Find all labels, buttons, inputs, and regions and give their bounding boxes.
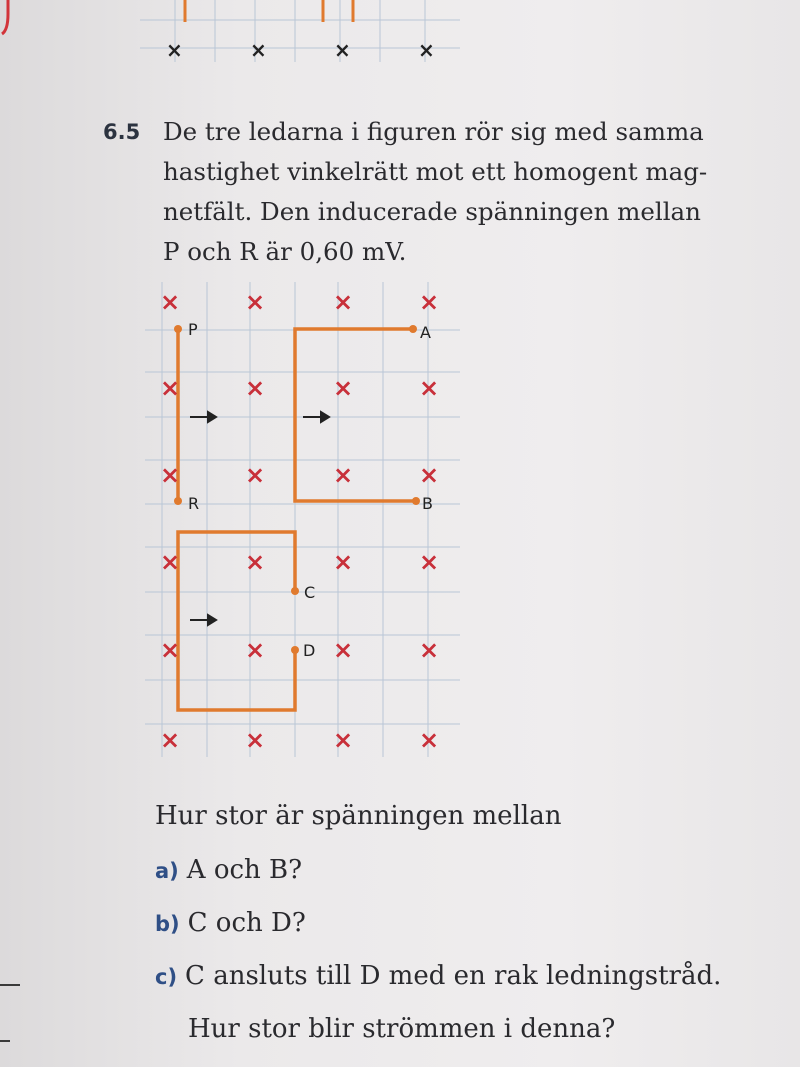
- question-part-b: [155, 905, 306, 942]
- label-r: R: [188, 494, 200, 513]
- field-x-mark: ×: [244, 288, 266, 316]
- field-x-mark: ×: [332, 288, 354, 316]
- question-part-a: [155, 852, 302, 889]
- field-x-mark: ×: [332, 726, 354, 754]
- point-p: [174, 325, 182, 333]
- question-prompt: Hur stor är spänningen mellan: [155, 801, 562, 831]
- field-x-mark: ×: [244, 374, 266, 402]
- field-x-mark: ×: [244, 548, 266, 576]
- margin-pen-mark: [2, 0, 8, 34]
- part-label: b): [155, 912, 180, 936]
- point-c: [291, 587, 299, 595]
- problem-line: hastighet vinkelrätt mot ett homogent mag-: [163, 157, 708, 186]
- field-x-mark: ×: [159, 288, 181, 316]
- velocity-arrowhead: [321, 412, 329, 422]
- problem-line: P och R är 0,60 mV.: [163, 237, 407, 266]
- grid: [145, 282, 460, 757]
- point-r: [174, 497, 182, 505]
- previous-figure-fragment: [0, 0, 800, 70]
- field-x-mark: ×: [159, 461, 181, 489]
- field-x-mark: ×: [418, 726, 440, 754]
- label-c: C: [304, 583, 316, 602]
- conductor-ab: [295, 329, 416, 501]
- field-x-mark: ×: [418, 288, 440, 316]
- label-b: B: [422, 494, 433, 513]
- question-part-c: [155, 958, 721, 1047]
- field-x-mark: ×: [244, 726, 266, 754]
- field-x-mark: ×: [159, 636, 181, 664]
- field-x-mark: ×: [159, 374, 181, 402]
- margin-tick: [0, 1040, 10, 1042]
- label-d: D: [303, 641, 316, 660]
- field-x-mark: ×: [159, 548, 181, 576]
- field-x-mark: ×: [244, 461, 266, 489]
- point-b: [412, 497, 420, 505]
- field-x-mark: ×: [166, 38, 183, 62]
- problem-6-5: [103, 112, 723, 272]
- point-a: [409, 325, 417, 333]
- field-x-mark: ×: [332, 461, 354, 489]
- part-continuation: Hur stor blir strömmen i denna?: [188, 1014, 616, 1044]
- field-x-mark: ×: [244, 636, 266, 664]
- field-x-mark: ×: [418, 636, 440, 664]
- margin-tick: [0, 984, 20, 986]
- part-text: C och D?: [187, 908, 306, 938]
- field-x-mark: ×: [332, 374, 354, 402]
- part-label: a): [155, 859, 179, 883]
- conductor-figure: [140, 282, 480, 772]
- field-x-mark: ×: [159, 726, 181, 754]
- part-text: A och B?: [186, 855, 303, 885]
- point-d: [291, 646, 299, 654]
- label-a: A: [420, 323, 431, 342]
- part-label: c): [155, 965, 178, 989]
- label-p: P: [188, 320, 198, 339]
- field-x-mark: ×: [418, 38, 435, 62]
- velocity-arrowhead: [208, 412, 216, 422]
- field-x-mark: ×: [418, 374, 440, 402]
- field-x-mark: ×: [332, 548, 354, 576]
- part-text: C ansluts till D med en rak ledningstråd.: [185, 961, 722, 991]
- field-x-mark: ×: [332, 636, 354, 664]
- problem-number: 6.5: [103, 120, 141, 144]
- field-x-mark: ×: [418, 548, 440, 576]
- problem-text: [163, 112, 723, 272]
- velocity-arrowhead: [208, 615, 216, 625]
- problem-line: De tre ledarna i figuren rör sig med samma: [163, 117, 704, 146]
- problem-line: netfält. Den inducerade spänningen mellan: [163, 197, 701, 226]
- field-x-mark: ×: [418, 461, 440, 489]
- field-x-mark: ×: [334, 38, 351, 62]
- field-x-mark: ×: [250, 38, 267, 62]
